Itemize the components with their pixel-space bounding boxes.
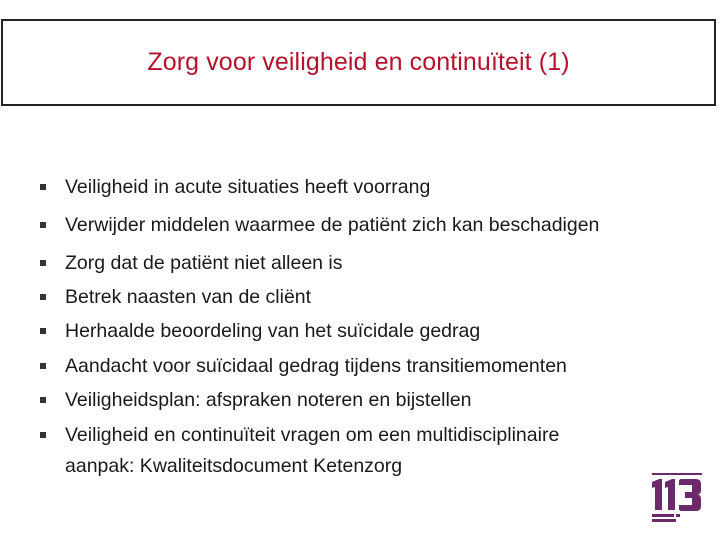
slide-title: Zorg voor veiligheid en continuïteit (1): [147, 48, 570, 76]
bullet-marker: [40, 260, 46, 266]
bullet-text: Betrek naasten van de cliënt: [65, 286, 312, 308]
bullet-marker: [40, 184, 46, 190]
bullet-marker: [40, 363, 46, 369]
bullet-marker: [40, 432, 46, 438]
bullet-text: Veiligheid in acute situaties heeft voorrang: [65, 176, 431, 198]
bullet-text: Veiligheid en continuïteit vragen om een multidisciplinaire: [65, 424, 560, 446]
113-logo-graphic: [648, 470, 706, 528]
bullet-text-continuation: aanpak: Kwaliteitsdocument Ketenzorg: [65, 455, 403, 477]
bullet-text: Herhaalde beoordeling van het suïcidale gedrag: [65, 320, 481, 342]
bullet-marker: [40, 397, 46, 403]
bullet-marker: [40, 328, 46, 334]
bullet-text: Aandacht voor suïcidaal gedrag tijdens transitiemomenten: [65, 355, 567, 377]
bullet-marker: [40, 222, 46, 228]
113-logo: [648, 470, 706, 528]
bullet-marker: [40, 294, 46, 300]
bullet-text: Veiligheidsplan: afspraken noteren en bijstellen: [65, 389, 472, 411]
bullet-text: Zorg dat de patiënt niet alleen is: [65, 252, 343, 274]
bullet-text: Verwijder middelen waarmee de patiënt zich kan beschadigen: [65, 214, 600, 236]
